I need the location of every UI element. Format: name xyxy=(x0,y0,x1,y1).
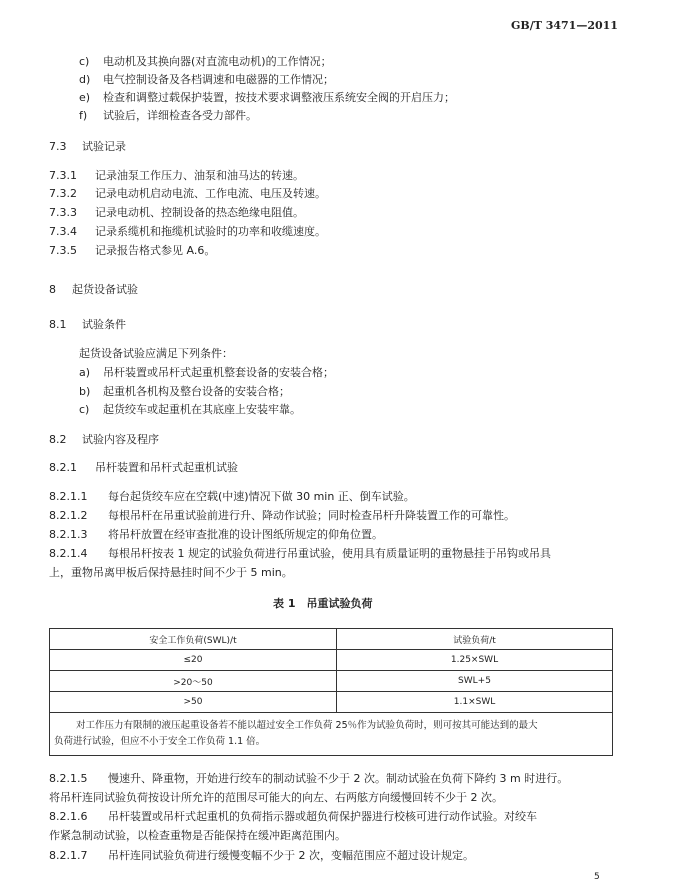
list-item-text: 试验后，详细检查各受力部件。 xyxy=(103,109,257,122)
chapter-number: 8 xyxy=(49,283,56,296)
section-title: 试验记录 xyxy=(82,140,126,153)
section-number: 8.1 xyxy=(49,318,67,331)
list-item-label: c) xyxy=(79,403,90,416)
table-row xyxy=(50,671,613,692)
clause-text: 记录油泵工作压力、油泵和油马达的转速。 xyxy=(95,169,304,182)
clause-number: 8.2.1.6 xyxy=(49,810,88,823)
list-item-label: a) xyxy=(79,366,91,379)
list-item-label: c) xyxy=(79,55,90,68)
list-item-text: 起货绞车或起重机在其底座上安装牢靠。 xyxy=(103,403,301,416)
clause-text-continued: 作紧急制动试验，以检查重物是否能保持在缓冲距离范围内。 xyxy=(49,829,346,842)
clause-text: 每台起货绞车应在空载(中速)情况下做 30 min 正、倒车试验。 xyxy=(108,490,415,503)
clause-text: 将吊杆放置在经审查批准的设计图纸所规定的仰角位置。 xyxy=(108,528,383,541)
list-item-label: f) xyxy=(79,109,88,122)
section-title: 试验内容及程序 xyxy=(82,433,159,446)
table-header-cell: 试验负荷/t xyxy=(337,629,613,650)
clause-number: 8.2.1 xyxy=(49,461,77,474)
table-row xyxy=(50,650,613,671)
section-number: 7.3 xyxy=(49,140,67,153)
clause-text: 记录电动机、控制设备的热态绝缘电阻值。 xyxy=(95,206,304,219)
chapter-title: 起货设备试验 xyxy=(72,283,138,296)
list-item-text: 电动机及其换向器(对直流电动机)的工作情况； xyxy=(103,55,332,68)
table-note-line: 负荷进行试验，但应不小于安全工作负荷 1.1 倍。 xyxy=(54,736,266,747)
clause-number: 8.2.1.4 xyxy=(49,547,88,560)
list-item-label: d) xyxy=(79,73,91,86)
table-cell: 1.1×SWL xyxy=(337,692,613,713)
clause-number: 8.2.1.3 xyxy=(49,528,88,541)
clause-number: 8.2.1.2 xyxy=(49,509,88,522)
clause-text: 每根吊杆按表 1 规定的试验负荷进行吊重试验，使用具有质量证明的重物悬挂于吊钩或吊具 xyxy=(108,547,551,560)
clause-number: 8.2.1.1 xyxy=(49,490,88,503)
clause-text: 慢速升、降重物，开始进行绞车的制动试验不少于 2 次。制动试验在负荷下降约 3 m 时进行。 xyxy=(108,772,569,785)
list-item-label: b) xyxy=(79,385,91,398)
table-note xyxy=(50,713,613,756)
list-item-text: 检查和调整过载保护装置，按技术要求调整液压系统安全阀的开启压力； xyxy=(103,91,455,104)
standard-header: GB/T 3471—2011 xyxy=(511,19,618,32)
load-table xyxy=(49,628,613,756)
clause-number: 7.3.4 xyxy=(49,225,77,238)
clause-number: 7.3.1 xyxy=(49,169,77,182)
clause-title: 吊杆装置和吊杆式起重机试验 xyxy=(95,461,238,474)
clause-number: 8.2.1.7 xyxy=(49,849,88,862)
clause-text: 吊杆装置或吊杆式起重机的负荷指示器或超负荷保护器进行校核可进行动作试验。对绞车 xyxy=(108,810,537,823)
table-note-line: 对工作压力有限制的液压起重设备若不能以超过安全工作负荷 25％作为试验负荷时，则可按其可能达到的最大 xyxy=(76,720,538,731)
clause-text-continued: 将吊杆连同试验负荷按设计所允许的范围尽可能大的向左、右两舷方向缓慢回转不少于 2 次。 xyxy=(49,791,503,804)
clause-text: 吊杆连同试验负荷进行缓慢变幅不少于 2 次，变幅范围应不超过设计规定。 xyxy=(108,849,474,862)
table-note-row xyxy=(50,713,613,756)
clause-text: 记录报告格式参见 A.6。 xyxy=(95,244,216,257)
table-cell: 1.25×SWL xyxy=(337,650,613,671)
list-item-text: 电气控制设备及各档调速和电磁器的工作情况； xyxy=(103,73,334,86)
clause-text: 记录电动机启动电流、工作电流、电压及转速。 xyxy=(95,187,326,200)
table-cell: >20～50 xyxy=(50,671,337,692)
clause-text-continued: 上，重物吊离甲板后保持悬挂时间不少于 5 min。 xyxy=(49,566,293,579)
page-number: 5 xyxy=(594,872,600,882)
clause-number: 8.2.1.5 xyxy=(49,772,88,785)
list-item-label: e) xyxy=(79,91,91,104)
table-row xyxy=(50,692,613,713)
table-cell: SWL+5 xyxy=(337,671,613,692)
paragraph-intro: 起货设备试验应满足下列条件： xyxy=(79,347,233,360)
clause-number: 7.3.2 xyxy=(49,187,77,200)
table-header-row xyxy=(50,629,613,650)
section-title: 试验条件 xyxy=(82,318,126,331)
clause-number: 7.3.5 xyxy=(49,244,77,257)
section-number: 8.2 xyxy=(49,433,67,446)
clause-text: 记录系缆机和拖缆机试验时的功率和收缆速度。 xyxy=(95,225,326,238)
list-item-text: 吊杆装置或吊杆式起重机整套设备的安装合格； xyxy=(103,366,334,379)
table-cell: >50 xyxy=(50,692,337,713)
clause-text: 每根吊杆在吊重试验前进行升、降动作试验；同时检查吊杆升降装置工作的可靠性。 xyxy=(108,509,515,522)
list-item-text: 起重机各机构及整台设备的安装合格； xyxy=(103,385,290,398)
table-header-cell: 安全工作负荷(SWL)/t xyxy=(50,629,337,650)
table-caption: 表 1 吊重试验负荷 xyxy=(273,597,373,610)
table-cell: ≤20 xyxy=(50,650,337,671)
clause-number: 7.3.3 xyxy=(49,206,77,219)
